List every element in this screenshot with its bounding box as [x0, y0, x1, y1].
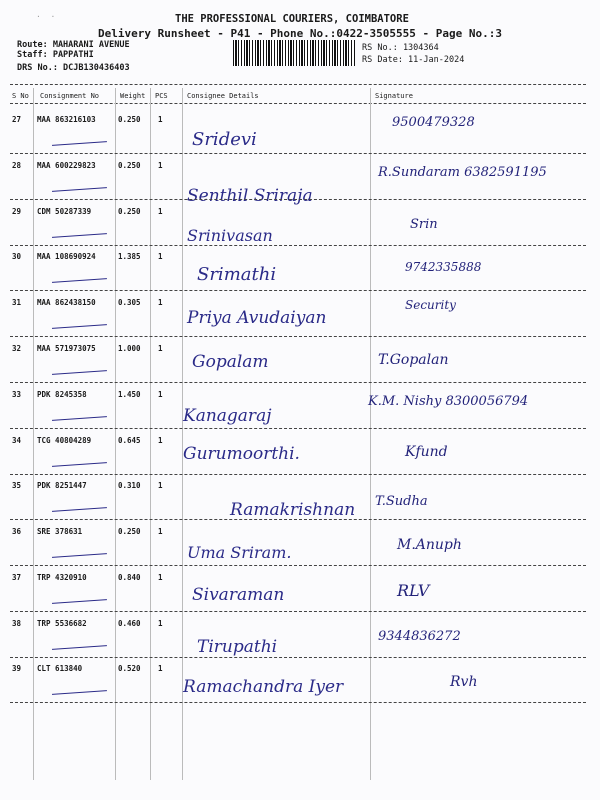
row-pcs: 1 — [158, 527, 163, 536]
row-consignment-no: MAA 600229823 — [37, 161, 96, 170]
col-header-pcs: PCS — [155, 92, 168, 100]
row-divider — [10, 519, 586, 520]
row-signature: K.M. Nishy 8300056794 — [368, 394, 529, 409]
row-pen-mark — [52, 187, 107, 193]
row-consignment-no: TCG 40804289 — [37, 436, 92, 445]
row-sno: 33 — [12, 390, 22, 399]
row-divider — [10, 657, 586, 658]
row-pcs: 1 — [158, 390, 163, 399]
row-pcs: 1 — [158, 664, 163, 673]
row-consignment-no: PDK 8245358 — [37, 390, 87, 399]
row-pcs: 1 — [158, 573, 163, 582]
row-weight: 0.250 — [118, 207, 141, 216]
row-consignee-handwritten: Sivaraman — [192, 585, 285, 605]
row-consignee-handwritten: Gopalam — [192, 352, 269, 372]
scan-mark: · · — [36, 12, 56, 21]
row-consignee-handwritten: Ramachandra Iyer — [183, 677, 344, 697]
row-weight: 0.310 — [118, 481, 141, 490]
row-consignee-handwritten: Uma Sriram. — [187, 543, 292, 562]
drs-number: DRS No.: DCJB130436403 — [17, 63, 130, 73]
row-divider — [10, 199, 586, 200]
row-sno: 38 — [12, 619, 22, 628]
row-divider — [10, 611, 586, 612]
grid-line — [115, 88, 116, 780]
rs-date: RS Date: 11-Jan-2024 — [362, 55, 465, 65]
row-signature: Srin — [410, 217, 438, 232]
staff-label: Staff: PAPPATHI — [17, 50, 94, 60]
route-label: Route: MAHARANI AVENUE — [17, 40, 130, 50]
column-divider — [10, 103, 586, 104]
row-pen-mark — [52, 416, 107, 422]
row-weight: 0.520 — [118, 664, 141, 673]
row-sno: 27 — [12, 115, 22, 124]
row-consignee-handwritten: Tirupathi — [197, 637, 278, 657]
row-consignee-handwritten: Priya Avudaiyan — [187, 308, 327, 328]
row-pen-mark — [52, 141, 107, 147]
row-weight: 1.385 — [118, 252, 141, 261]
row-pcs: 1 — [158, 481, 163, 490]
row-consignment-no: MAA 571973075 — [37, 344, 96, 353]
row-sno: 31 — [12, 298, 22, 307]
row-weight: 0.305 — [118, 298, 141, 307]
row-weight: 1.450 — [118, 390, 141, 399]
row-consignment-no: CDM 50287339 — [37, 207, 92, 216]
row-pen-mark — [52, 370, 107, 376]
row-consignee-handwritten: Ramakrishnan — [230, 500, 356, 520]
row-divider — [10, 290, 586, 291]
row-consignment-no: MAA 862438150 — [37, 298, 96, 307]
row-signature: T.Sudha — [375, 494, 428, 509]
row-sno: 36 — [12, 527, 22, 536]
row-weight: 0.250 — [118, 161, 141, 170]
row-consignee-handwritten: Srinivasan — [187, 226, 273, 245]
grid-line — [370, 88, 371, 780]
row-pcs: 1 — [158, 344, 163, 353]
row-pen-mark — [52, 599, 107, 605]
col-header-consignment: Consignment No — [40, 92, 100, 100]
row-signature: RLV — [397, 581, 430, 600]
row-divider — [10, 382, 586, 383]
row-consignee-handwritten: Sridevi — [192, 129, 257, 150]
row-pcs: 1 — [158, 436, 163, 445]
row-sno: 35 — [12, 481, 22, 490]
row-weight: 0.840 — [118, 573, 141, 582]
row-pen-mark — [52, 690, 107, 696]
rs-number: RS No.: 1304364 — [362, 43, 439, 53]
barcode — [233, 40, 355, 66]
row-sno: 39 — [12, 664, 22, 673]
grid-line — [150, 88, 151, 780]
row-signature: 9500479328 — [392, 115, 475, 130]
row-pcs: 1 — [158, 161, 163, 170]
row-consignee-handwritten: Gurumoorthi. — [183, 444, 300, 464]
row-weight: 0.645 — [118, 436, 141, 445]
row-pcs: 1 — [158, 298, 163, 307]
row-divider — [10, 474, 586, 475]
row-consignment-no: SRE 378631 — [37, 527, 83, 536]
row-signature: Security — [405, 298, 456, 312]
row-pen-mark — [52, 278, 107, 284]
company-name: THE PROFESSIONAL COURIERS, COIMBATORE — [175, 13, 409, 25]
row-signature: Rvh — [450, 674, 478, 690]
row-weight: 0.250 — [118, 115, 141, 124]
row-weight: 0.250 — [118, 527, 141, 536]
row-signature: T.Gopalan — [378, 352, 449, 368]
col-header-consignee: Consignee Details — [187, 92, 259, 100]
row-sno: 34 — [12, 436, 22, 445]
row-consignment-no: CLT 613840 — [37, 664, 83, 673]
row-consignment-no: TRP 5536682 — [37, 619, 87, 628]
row-divider — [10, 428, 586, 429]
row-sno: 37 — [12, 573, 22, 582]
grid-line — [33, 88, 34, 780]
row-signature: 9742335888 — [405, 260, 482, 274]
row-pen-mark — [52, 233, 107, 239]
row-weight: 0.460 — [118, 619, 141, 628]
row-consignment-no: TRP 4320910 — [37, 573, 87, 582]
row-divider — [10, 153, 586, 154]
row-pen-mark — [52, 324, 107, 330]
header-divider — [10, 84, 586, 85]
row-divider — [10, 245, 586, 246]
row-signature: Kfund — [405, 444, 448, 460]
row-consignment-no: PDK 8251447 — [37, 481, 87, 490]
row-pcs: 1 — [158, 619, 163, 628]
row-signature: R.Sundaram 6382591195 — [378, 165, 547, 180]
row-weight: 1.000 — [118, 344, 141, 353]
row-divider — [10, 702, 586, 703]
row-signature: M.Anuph — [397, 537, 462, 553]
row-consignee-handwritten: Kanagaraj — [183, 406, 272, 426]
runsheet-subtitle: Delivery Runsheet - P41 - Phone No.:0422-3505555 - Page No.:3 — [98, 27, 502, 40]
row-pcs: 1 — [158, 207, 163, 216]
row-divider — [10, 565, 586, 566]
row-pcs: 1 — [158, 115, 163, 124]
row-divider — [10, 336, 586, 337]
row-consignee-handwritten: Senthil Sriraja — [187, 186, 313, 206]
row-consignment-no: MAA 108690924 — [37, 252, 96, 261]
row-sno: 28 — [12, 161, 22, 170]
row-sno: 32 — [12, 344, 22, 353]
row-signature: 9344836272 — [378, 629, 461, 644]
col-header-sno: S No — [12, 92, 29, 100]
col-header-signature: Signature — [375, 92, 413, 100]
row-pen-mark — [52, 553, 107, 559]
row-consignee-handwritten: Srimathi — [197, 264, 277, 285]
row-consignment-no: MAA 863216103 — [37, 115, 96, 124]
row-pen-mark — [52, 507, 107, 513]
row-pen-mark — [52, 462, 107, 468]
row-pen-mark — [52, 645, 107, 651]
row-sno: 30 — [12, 252, 22, 261]
row-pcs: 1 — [158, 252, 163, 261]
col-header-weight: Weight — [120, 92, 146, 100]
row-sno: 29 — [12, 207, 22, 216]
